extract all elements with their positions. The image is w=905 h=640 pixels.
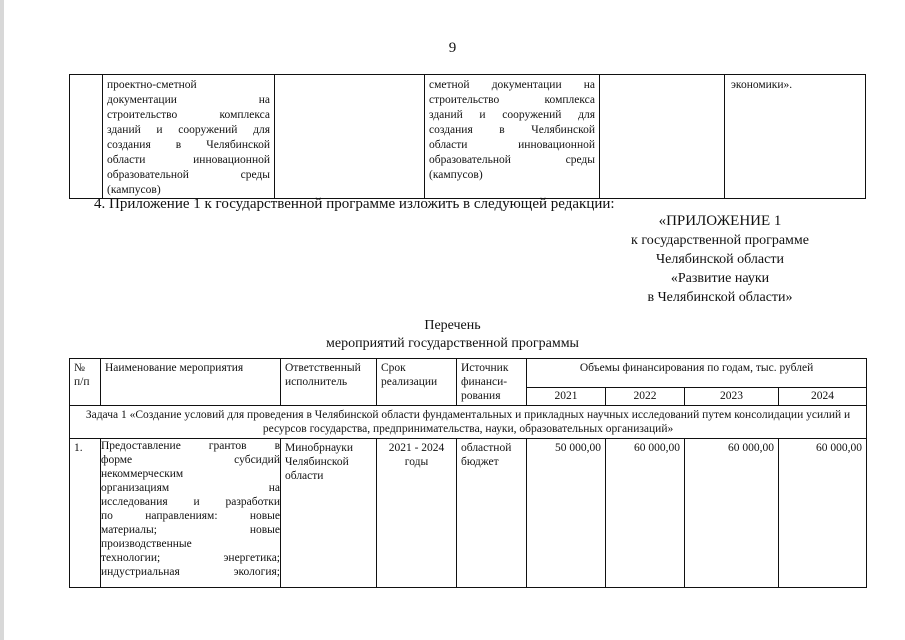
page-number: 9 xyxy=(448,40,457,56)
row-executor: Минобрнауки Челябинской области xyxy=(281,439,377,588)
text-line: образовательной среды xyxy=(429,154,595,166)
task-title: Задача 1 «Создание условий для проведения в Челябинской области фундаментальных и прикладных научных исследований путем консолидации усилий и ресурсов государства, предпринимательства, науки, образовательных организаций» xyxy=(70,406,867,439)
text-line: создания в Челябинской xyxy=(107,139,270,151)
continuation-table xyxy=(69,74,866,199)
text-line: образовательной среды xyxy=(107,169,270,181)
text-line: документации на xyxy=(107,94,270,106)
text-line: технологии; энергетика; xyxy=(101,552,280,564)
table-header-row xyxy=(70,359,867,388)
instruction-paragraph: 4. Приложение 1 к государственной программе изложить в следующей редакции: xyxy=(94,196,615,212)
appendix-line: «Развитие науки xyxy=(670,271,770,286)
row-num: 1. xyxy=(70,439,101,588)
continuation-col4-text xyxy=(425,75,599,183)
row-source: областной бюджет xyxy=(457,439,527,588)
text-line: сметной документации на xyxy=(429,79,595,91)
appendix-line: в Челябинской области» xyxy=(647,290,793,305)
text-line: организациям на xyxy=(101,482,280,494)
header-funding: Объемы финансирования по годам, тыс. рублей xyxy=(527,359,867,388)
text-line: исследования и разработки xyxy=(101,496,280,508)
list-title-line1: Перечень xyxy=(424,318,481,333)
text-line: по направлениям: новые xyxy=(101,510,280,522)
row-term: 2021 - 2024 годы xyxy=(377,439,457,588)
continuation-col2-text xyxy=(103,75,274,198)
continuation-cell-5 xyxy=(600,75,725,199)
header-year: 2021 xyxy=(527,388,606,406)
row-name xyxy=(101,439,281,588)
continuation-col6-text: экономики». xyxy=(731,79,793,91)
text-line: некоммерческим xyxy=(101,468,184,480)
continuation-cell-2 xyxy=(103,75,275,199)
continuation-cell-4 xyxy=(425,75,600,199)
task-row xyxy=(70,406,867,439)
text-line: Предоставление грантов в xyxy=(101,440,280,452)
header-year: 2023 xyxy=(685,388,779,406)
row-value-2022: 60 000,00 xyxy=(606,439,685,588)
appendix-line: к государственной программе xyxy=(631,233,809,248)
text-line: материалы; новые xyxy=(101,524,280,536)
list-title-line2: мероприятий государственной программы xyxy=(326,336,579,351)
text-line: создания в Челябинской xyxy=(429,124,595,136)
continuation-cell-3 xyxy=(275,75,425,199)
text-line: зданий и сооружений для xyxy=(429,109,595,121)
row-value-2023: 60 000,00 xyxy=(685,439,779,588)
appendix-header xyxy=(600,212,840,307)
header-name: Наименование мероприятия xyxy=(101,359,281,406)
table-row xyxy=(70,439,867,588)
row-value-2021: 50 000,00 xyxy=(527,439,606,588)
text-line: проектно-сметной xyxy=(107,79,197,91)
continuation-cell-1 xyxy=(70,75,103,199)
text-line: строительство комплекса xyxy=(429,94,595,106)
text-line: производственные xyxy=(101,538,192,550)
text-line: области инновационной xyxy=(107,154,270,166)
header-source: Источник финанси-рования xyxy=(457,359,527,406)
text-line: строительство комплекса xyxy=(107,109,270,121)
header-term: Срок реализации xyxy=(377,359,457,406)
continuation-row xyxy=(70,75,866,199)
appendix-line: Челябинской области xyxy=(656,252,784,267)
header-year: 2024 xyxy=(779,388,867,406)
row-value-2024: 60 000,00 xyxy=(779,439,867,588)
text-line: форме субсидий xyxy=(101,454,280,466)
header-num: № п/п xyxy=(70,359,101,406)
measures-table xyxy=(69,358,867,588)
text-line: зданий и сооружений для xyxy=(107,124,270,136)
text-line: области инновационной xyxy=(429,139,595,151)
text-line: индустриальная экология; xyxy=(101,566,280,578)
header-year: 2022 xyxy=(606,388,685,406)
text-line: (кампусов) xyxy=(107,184,161,196)
continuation-cell-6 xyxy=(725,75,866,199)
header-executor: Ответственный исполнитель xyxy=(281,359,377,406)
list-title xyxy=(0,317,905,353)
appendix-title: «ПРИЛОЖЕНИЕ 1 xyxy=(658,213,782,229)
text-line: (кампусов) xyxy=(429,169,483,181)
